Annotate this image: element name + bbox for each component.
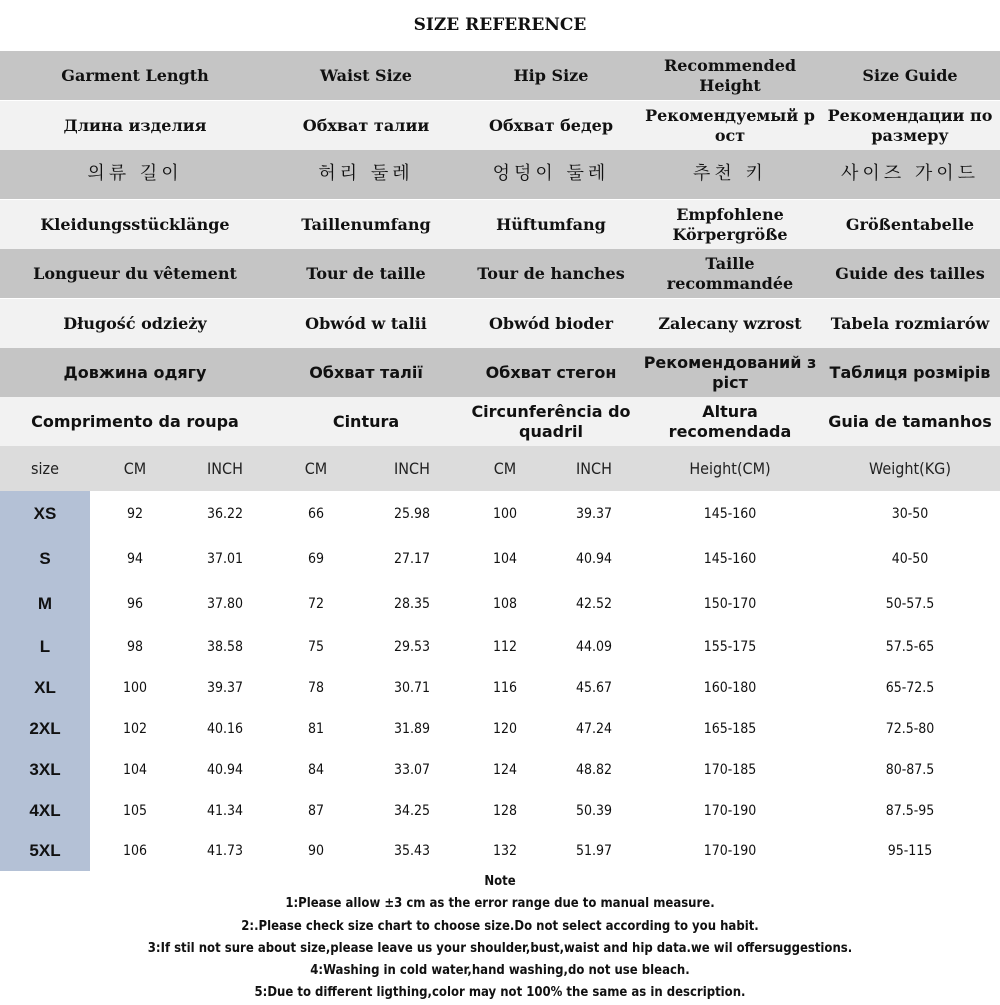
recommended-height-label: Рекомендований з ріст — [643, 352, 817, 392]
hip-size-label: 엉덩이 둘레 — [492, 163, 610, 185]
notes-heading: Note — [484, 874, 516, 889]
header-size: size — [31, 459, 59, 478]
size-label: S — [0, 536, 90, 581]
size-guide-label: 사이즈 가이드 — [840, 163, 980, 185]
lang-row-polish — [0, 299, 1000, 348]
waist-inch: 31.89 — [393, 720, 431, 737]
weight-range: 80-87.5 — [885, 761, 935, 778]
hip-inch: 42.52 — [575, 595, 613, 612]
lang-row-german — [0, 200, 1000, 249]
table-row — [0, 749, 1000, 790]
height-range: 170-190 — [703, 802, 757, 819]
size-label: 3XL — [0, 749, 90, 790]
garment-length-label: Garment Length — [61, 65, 209, 85]
recommended-height-label: Recommended Height — [663, 55, 797, 95]
weight-range: 87.5-95 — [885, 802, 935, 819]
waist-inch: 33.07 — [393, 761, 431, 778]
size-label: XL — [0, 668, 90, 708]
note-line: 1:Please allow ±3 cm as the error range due to manual measure. — [285, 896, 715, 912]
table-row — [0, 581, 1000, 626]
size-label: XS — [0, 491, 90, 536]
hip-cm: 120 — [492, 720, 518, 737]
weight-range: 95-115 — [887, 843, 933, 859]
length-cm: 94 — [126, 550, 144, 567]
header-hip-inch: INCH — [576, 459, 612, 478]
header-length-inch: INCH — [207, 459, 243, 478]
size-guide-label: Guide des tailles — [835, 263, 985, 283]
lang-row-ukrainian — [0, 348, 1000, 397]
hip-cm: 104 — [492, 550, 518, 567]
hip-inch: 44.09 — [575, 639, 613, 655]
page-title: SIZE REFERENCE — [413, 15, 587, 35]
size-label: L — [0, 626, 90, 668]
header-weight: Weight(KG) — [869, 459, 951, 478]
length-inch: 38.58 — [206, 639, 244, 655]
lang-row-korean — [0, 150, 1000, 199]
recommended-height-label: Empfohlene Körpergröße — [672, 204, 788, 244]
waist-inch: 27.17 — [393, 550, 431, 567]
garment-length-label: Długość odzieży — [63, 313, 207, 333]
waist-cm: 66 — [307, 505, 325, 522]
garment-length-label: Comprimento da roupa — [31, 411, 239, 431]
table-row — [0, 536, 1000, 581]
waist-cm: 84 — [307, 761, 325, 778]
waist-inch: 35.43 — [393, 843, 431, 859]
hip-inch: 50.39 — [575, 802, 613, 819]
height-range: 145-160 — [703, 550, 757, 567]
garment-length-label: Довжина одягу — [63, 362, 207, 382]
hip-inch: 45.67 — [575, 680, 613, 696]
length-inch: 40.16 — [206, 720, 244, 737]
notes-section — [0, 871, 1000, 1004]
hip-cm: 132 — [492, 843, 518, 859]
waist-cm: 69 — [307, 550, 325, 567]
length-inch: 37.80 — [206, 595, 244, 612]
waist-cm: 81 — [307, 720, 325, 737]
hip-size-label: Hip Size — [513, 65, 589, 85]
height-range: 155-175 — [703, 639, 757, 655]
size-guide-label: Рекомендации по размеру — [827, 105, 993, 145]
header-waist-inch: INCH — [394, 459, 430, 478]
hip-size-label: Обхват бедер — [489, 115, 613, 135]
lang-row-english — [0, 51, 1000, 100]
table-row — [0, 668, 1000, 708]
waist-size-label: Tour de taille — [306, 263, 426, 283]
hip-inch: 47.24 — [575, 720, 613, 737]
table-row — [0, 626, 1000, 668]
measurement-header-row — [0, 446, 1000, 491]
hip-size-label: Hüftumfang — [496, 214, 606, 234]
length-cm: 96 — [126, 595, 144, 612]
waist-inch: 29.53 — [393, 639, 431, 655]
hip-size-label: Tour de hanches — [477, 263, 625, 283]
lang-row-french — [0, 249, 1000, 298]
height-range: 145-160 — [703, 505, 757, 522]
weight-range: 30-50 — [891, 505, 929, 522]
waist-cm: 78 — [307, 680, 325, 696]
size-label: 4XL — [0, 790, 90, 831]
hip-cm: 128 — [492, 802, 518, 819]
note-line: 5:Due to different ligthing,color may not 100% the same as in description. — [254, 985, 746, 1001]
waist-size-label: Обхват талії — [309, 362, 423, 382]
height-range: 160-180 — [703, 680, 757, 696]
length-inch: 37.01 — [206, 550, 244, 567]
length-inch: 41.73 — [206, 843, 244, 859]
length-cm: 104 — [122, 761, 148, 778]
header-length-cm: CM — [123, 459, 147, 478]
hip-cm: 116 — [492, 680, 518, 696]
length-cm: 105 — [122, 802, 148, 819]
hip-inch: 39.37 — [575, 505, 613, 522]
note-line: 4:Washing in cold water,hand washing,do not use bleach. — [310, 963, 690, 979]
size-guide-label: Tabela rozmiarów — [830, 313, 990, 333]
table-row — [0, 491, 1000, 536]
waist-cm: 87 — [307, 802, 325, 819]
height-range: 165-185 — [703, 720, 757, 737]
hip-cm: 124 — [492, 761, 518, 778]
size-guide-label: Таблиця розмірів — [829, 362, 991, 382]
hip-inch: 51.97 — [575, 843, 613, 859]
size-label: 5XL — [0, 831, 90, 871]
table-row — [0, 831, 1000, 871]
waist-cm: 75 — [307, 639, 325, 655]
length-inch: 36.22 — [206, 505, 244, 522]
hip-size-label: Обхват стегон — [485, 362, 617, 382]
hip-cm: 108 — [492, 595, 518, 612]
length-cm: 102 — [122, 720, 148, 737]
recommended-height-label: 추천 키 — [693, 163, 767, 185]
size-label: M — [0, 581, 90, 626]
waist-inch: 30.71 — [393, 680, 431, 696]
size-guide-label: Guia de tamanhos — [828, 411, 992, 431]
weight-range: 50-57.5 — [885, 595, 935, 612]
size-guide-label: Size Guide — [862, 65, 958, 85]
lang-row-portuguese — [0, 397, 1000, 446]
table-row — [0, 790, 1000, 831]
height-range: 170-185 — [703, 761, 757, 778]
size-guide-label: Größentabelle — [845, 214, 975, 234]
waist-cm: 90 — [307, 843, 325, 859]
waist-inch: 34.25 — [393, 802, 431, 819]
garment-length-label: Longueur du vêtement — [33, 263, 237, 283]
waist-cm: 72 — [307, 595, 325, 612]
length-inch: 39.37 — [206, 680, 244, 696]
weight-range: 72.5-80 — [885, 720, 935, 737]
weight-range: 57.5-65 — [885, 639, 935, 655]
length-cm: 106 — [122, 843, 148, 859]
waist-size-label: Taillenumfang — [301, 214, 431, 234]
hip-inch: 40.94 — [575, 550, 613, 567]
recommended-height-label: Рекомендуемый р ост — [645, 105, 815, 145]
lang-row-russian — [0, 101, 1000, 150]
height-range: 150-170 — [703, 595, 757, 612]
length-inch: 41.34 — [206, 802, 244, 819]
header-waist-cm: CM — [304, 459, 328, 478]
recommended-height-label: Altura recomendada — [668, 401, 792, 441]
waist-size-label: Obwód w talii — [305, 313, 427, 333]
garment-length-label: 의류 길이 — [87, 163, 183, 185]
length-cm: 98 — [126, 639, 144, 655]
header-hip-cm: CM — [493, 459, 517, 478]
waist-size-label: Cintura — [332, 411, 400, 431]
waist-size-label: Waist Size — [320, 65, 412, 85]
hip-inch: 48.82 — [575, 761, 613, 778]
waist-size-label: 허리 둘레 — [318, 163, 414, 185]
waist-inch: 28.35 — [393, 595, 431, 612]
length-cm: 92 — [126, 505, 144, 522]
garment-length-label: Kleidungsstücklänge — [40, 214, 230, 234]
length-inch: 40.94 — [206, 761, 244, 778]
weight-range: 65-72.5 — [885, 680, 935, 696]
height-range: 170-190 — [703, 843, 757, 859]
weight-range: 40-50 — [891, 550, 929, 567]
hip-cm: 100 — [492, 505, 518, 522]
waist-size-label: Обхват талии — [302, 115, 430, 135]
header-height: Height(CM) — [689, 459, 771, 478]
garment-length-label: Длина изделия — [63, 115, 207, 135]
hip-size-label: Circunferência do quadril — [471, 401, 631, 441]
recommended-height-label: Zalecany wzrost — [658, 313, 802, 333]
hip-size-label: Obwód bioder — [488, 313, 614, 333]
size-label: 2XL — [0, 708, 90, 749]
note-line: 2:.Please check size chart to choose size.Do not select according to you habit. — [241, 918, 759, 934]
waist-inch: 25.98 — [393, 505, 431, 522]
length-cm: 100 — [122, 680, 148, 696]
note-line: 3:If stil not sure about size,please leave us your shoulder,bust,waist and hip data.we wil offersuggestions. — [147, 940, 853, 956]
table-row — [0, 708, 1000, 749]
recommended-height-label: Taille recommandée — [666, 253, 794, 293]
hip-cm: 112 — [492, 639, 518, 655]
